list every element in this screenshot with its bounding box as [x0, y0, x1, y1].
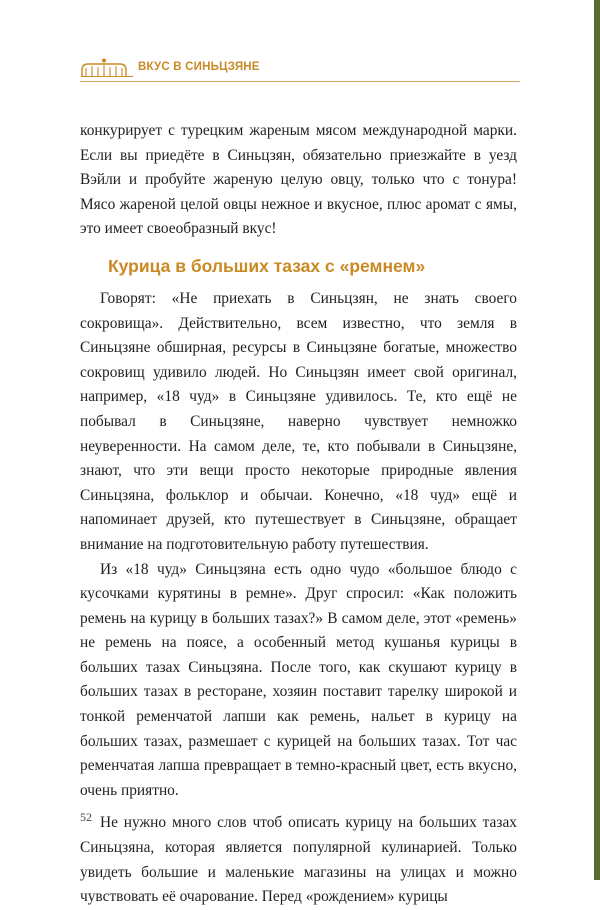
paragraph: Не нужно много слов чтоб описать курицу на больших тазах Синьцзяна, которая является популярной кулинарией. Только увидеть большие и маленькие магазины на улицах и можно чувствовать её очарование. Перед «рождением» курицы [80, 814, 517, 906]
running-header [80, 56, 260, 78]
header-logo [80, 56, 134, 78]
page-edge-stripe [594, 0, 600, 880]
paragraph: Говорят: «Не приехать в Синьцзян, не знать своего сокровища». Действительно, всем известно, что земля в Синьцзяне обширная, ресурсы в Синьцзяне богатые, множество сокровищ удивило людей. Но Синьцзян имеет свой оригинал, например, «18 чуд» в Синьцзяне удивилось. Те, кто ещё не побывал в Синьцзяне, наверно чувствует немножко неуверенности. На самом деле, те, кто побывали в Синьцзяне, знают, что эти вещи просто некоторые природные явления Синьцзяна, фольклор и обычаи. Конечно, «18 чуд» ещё и напоминает друзей, кто путешествует в Синьцзяне, обращает внимание на подготовительную работу путешествия. [80, 289, 517, 553]
paragraph: Из «18 чуд» Синьцзяна есть одно чудо «большое блюдо с кусочками курятины в ремне». Друг спросил: «Как положить ремень на курицу в больших тазах?» В самом деле, этот «ремень» не ремень на поясе, а особенный метод кушанья курицы в больших тазах Синьцзяна. После того, как скушают курицу в больших тазах в ресторане, хозяин поставит тарелку широкой и тонкой ременчатой лапши как ремень, нальет в курицу на больших тазах, размешает с курицей на больших тазах. Тот час ременчатая лапша превращает в темно-красный цвет, есть вкусно, очень приятно. [80, 560, 517, 799]
header-title: ВКУС В СИНЬЦЗЯНЕ [138, 61, 260, 73]
paragraph-continued: конкурирует с турецким жареным мясом международной марки. Если вы приедёте в Синьцзян, обязательно приезжайте в уезд Вэйли и пробуйте жареную целую овцу, только что с тонура! Мясо жареной целой овцы нежное и вкусное, плюс аромат с ямы, это имеет своеобразный вкус! [80, 122, 517, 238]
body-text [80, 119, 517, 910]
header-rule [80, 81, 520, 82]
page-number: 52 [80, 810, 92, 824]
paragraph-gap [80, 803, 517, 811]
section-heading: Курица в больших тазах с «ремнем» [108, 255, 426, 276]
